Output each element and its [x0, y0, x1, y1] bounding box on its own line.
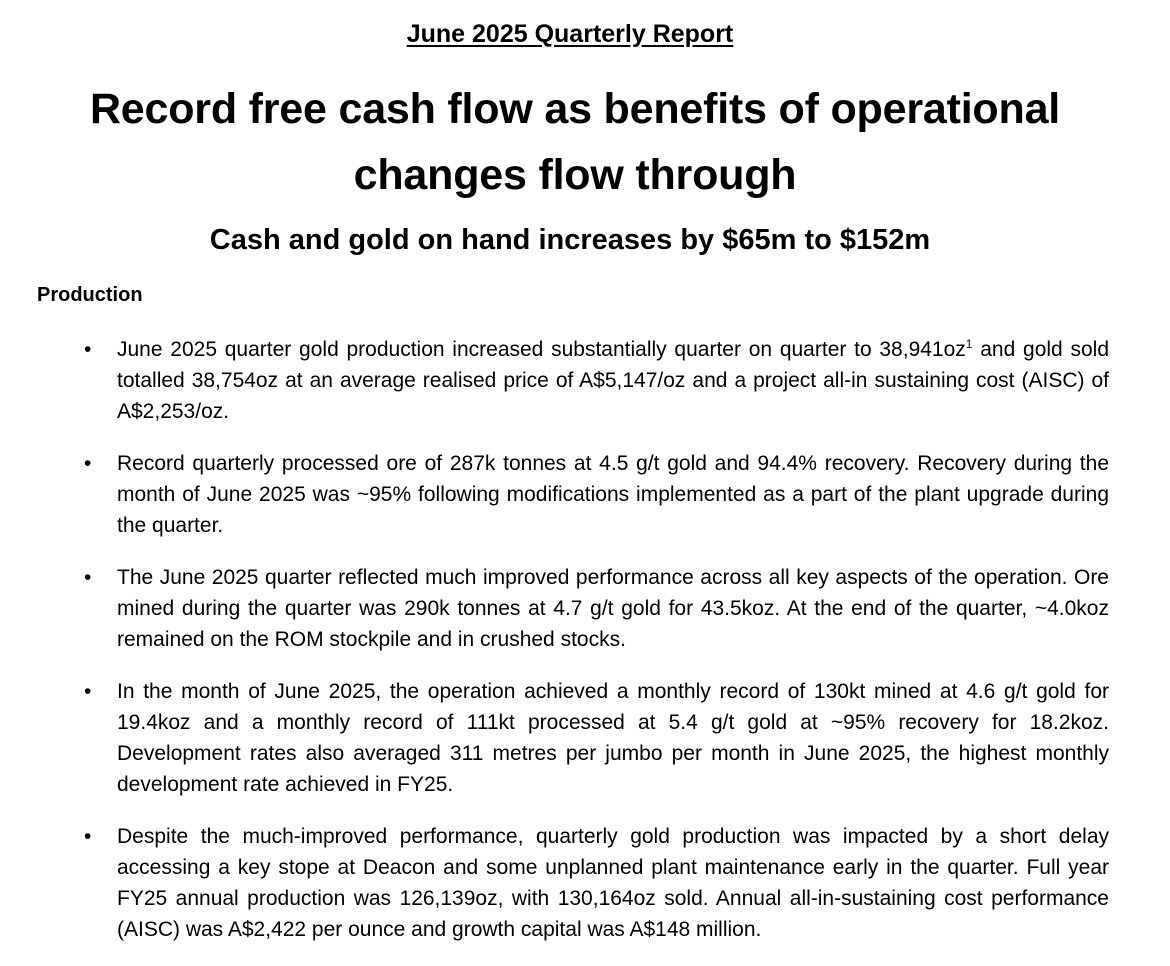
bullet-text: June 2025 quarter gold production increased substantially quarter on quarter to 38,941oz — [117, 338, 966, 361]
production-bullet-list — [0, 334, 1170, 966]
bullet-text: Record quarterly processed ore of 287k tonnes at 4.5 g/t gold and 94.4% recovery. Recovery during the month of June 2025 was ~95% following modifications implemented as a part of the plant upgrade during the quarter. — [117, 452, 1109, 537]
bullet-item — [0, 448, 1109, 541]
bullet-text-continued: and gold sold totalled 38,754oz at an average realised price of A$5,147/oz and a project all-in sustaining cost (AISC) of A$2,253/oz. — [117, 338, 1109, 423]
bullet-dot-icon: • — [84, 566, 92, 589]
bullet-item — [0, 821, 1109, 945]
bullet-dot-icon: • — [84, 825, 92, 848]
bullet-dot-icon: • — [84, 338, 92, 361]
footnote-ref: 1 — [965, 337, 973, 351]
bullet-item — [0, 676, 1109, 800]
subheadline: Cash and gold on hand increases by $65m to $152m — [209, 224, 931, 256]
bullet-dot-icon: • — [84, 680, 92, 703]
bullet-dot-icon: • — [84, 452, 92, 475]
report-label: June 2025 Quarterly Report — [406, 20, 734, 48]
headline: Record free cash flow as benefits of operational changes flow through — [89, 85, 1061, 199]
bullet-item — [0, 334, 1109, 427]
section-title-production: Production — [37, 284, 143, 306]
bullet-item — [0, 562, 1109, 655]
bullet-text: The June 2025 quarter reflected much improved performance across all key aspects of the operation. Ore mined during the quarter was 290k tonnes at 4.7 g/t gold for 43.5koz. At the end of the quarter, ~4.0koz remained on the ROM stockpile and in crushed stocks. — [117, 566, 1109, 651]
bullet-text: In the month of June 2025, the operation achieved a monthly record of 130kt mined at 4.6 g/t gold for 19.4koz and a monthly record of 111kt processed at 5.4 g/t gold at ~95% recovery for 18.2koz. Development rates also averaged 311 metres per jumbo per month in June 2025, the highest monthly development rate achieved in FY25. — [117, 680, 1109, 796]
bullet-text: Despite the much-improved performance, quarterly gold production was impacted by a short delay accessing a key stope at Deacon and some unplanned plant maintenance early in the quarter. Full year FY25 annual production was 126,139oz, with 130,164oz sold. Annual all-in-sustaining cost performance (AISC) was A$2,422 per ounce and growth capital was A$148 million. — [117, 825, 1109, 941]
